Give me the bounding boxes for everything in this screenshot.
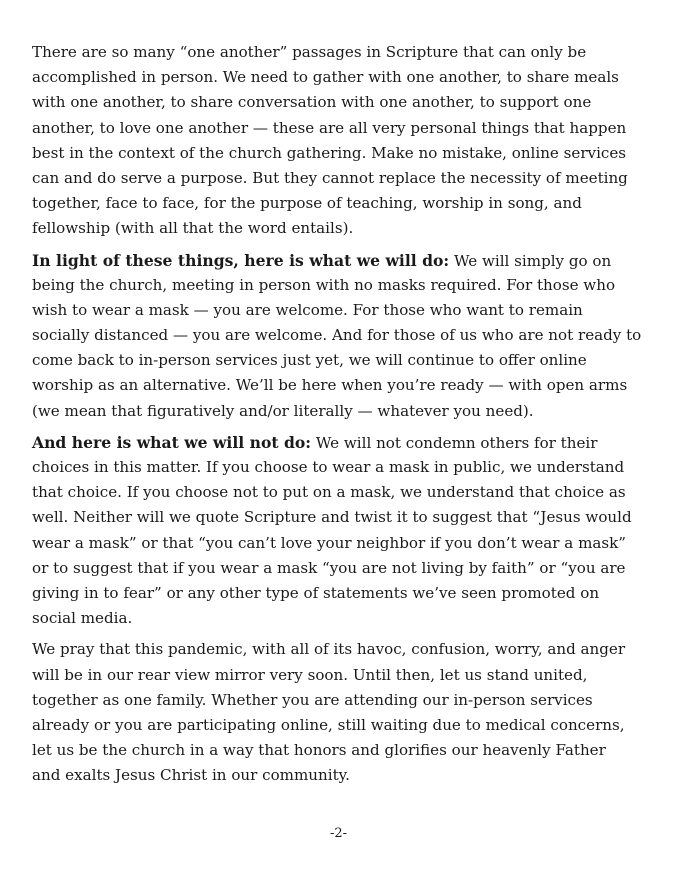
text-line: together, face to face, for the purpose of teaching, worship in song, and bbox=[32, 194, 582, 213]
lead-in-heading: And here is what we will not do: bbox=[32, 432, 312, 452]
text-line: accomplished in person. We need to gather with one another, to share meals bbox=[32, 68, 619, 87]
paragraph-closing-prayer bbox=[32, 637, 646, 788]
text-line: that choice. If you choose not to put on a mask, we understand that choice as bbox=[32, 483, 626, 502]
lead-in-heading: In light of these things, here is what we will do: bbox=[32, 250, 450, 270]
text-line: another, to love one another — these are all very personal things that happen bbox=[32, 118, 627, 137]
text-line: come back to in-person services just yet, we will continue to offer online bbox=[32, 351, 587, 370]
text-line: can and do serve a purpose. But they cannot replace the necessity of meeting bbox=[32, 168, 628, 187]
text-fragment: We will not condemn others for their bbox=[311, 433, 598, 452]
text-fragment: We will simply go on bbox=[449, 251, 612, 270]
paragraph-one-another bbox=[32, 40, 646, 242]
text-line: or to suggest that if you wear a mask “you are not living by faith” or “you are bbox=[32, 558, 626, 577]
text-line: being the church, meeting in person with no masks required. For those who bbox=[32, 275, 616, 294]
text-line: choices in this matter. If you choose to wear a mask in public, we understand bbox=[32, 458, 625, 476]
text-line: giving in to fear” or any other type of statements we’ve seen promoted on bbox=[32, 583, 600, 602]
page-number: -2- bbox=[329, 826, 348, 841]
text-line: best in the context of the church gathering. Make no mistake, online services bbox=[32, 143, 627, 162]
text-line: fellowship (with all that the word entails). bbox=[32, 219, 354, 238]
text-line: together as one family. Whether you are attending our in-person services bbox=[32, 690, 593, 709]
paragraph-what-we-will-not-do bbox=[32, 430, 646, 632]
text-line: socially distanced — you are welcome. And for those of us who are not ready to bbox=[32, 326, 642, 345]
text-line: worship as an alternative. We’ll be here when you’re ready — with open arms bbox=[32, 376, 628, 395]
text-line bbox=[32, 430, 646, 455]
paragraph-what-we-will-do bbox=[32, 248, 646, 424]
text-line bbox=[32, 248, 646, 273]
text-line: wish to wear a mask — you are welcome. For those who want to remain bbox=[32, 300, 583, 319]
text-line: There are so many “one another” passages in Scripture that can only be bbox=[32, 43, 587, 61]
text-line: well. Neither will we quote Scripture and twist it to suggest that “Jesus would bbox=[32, 508, 632, 527]
text-line: (we mean that figuratively and/or literally — whatever you need). bbox=[32, 401, 534, 420]
text-line: social media. bbox=[32, 609, 133, 628]
text-line: wear a mask” or that “you can’t love your neighbor if you don’t wear a mask” bbox=[32, 533, 627, 552]
text-line: will be in our rear view mirror very soon. Until then, let us stand united, bbox=[32, 665, 588, 684]
document-body bbox=[32, 40, 646, 788]
text-line: and exalts Jesus Christ in our community. bbox=[32, 766, 350, 785]
text-line: We pray that this pandemic, with all of its havoc, confusion, worry, and anger bbox=[32, 640, 626, 659]
text-line: let us be the church in a way that honors and glorifies our heavenly Father bbox=[32, 741, 606, 760]
text-line: with one another, to share conversation with one another, to support one bbox=[32, 93, 592, 112]
text-line: already or you are participating online, still waiting due to medical concerns, bbox=[32, 715, 625, 734]
